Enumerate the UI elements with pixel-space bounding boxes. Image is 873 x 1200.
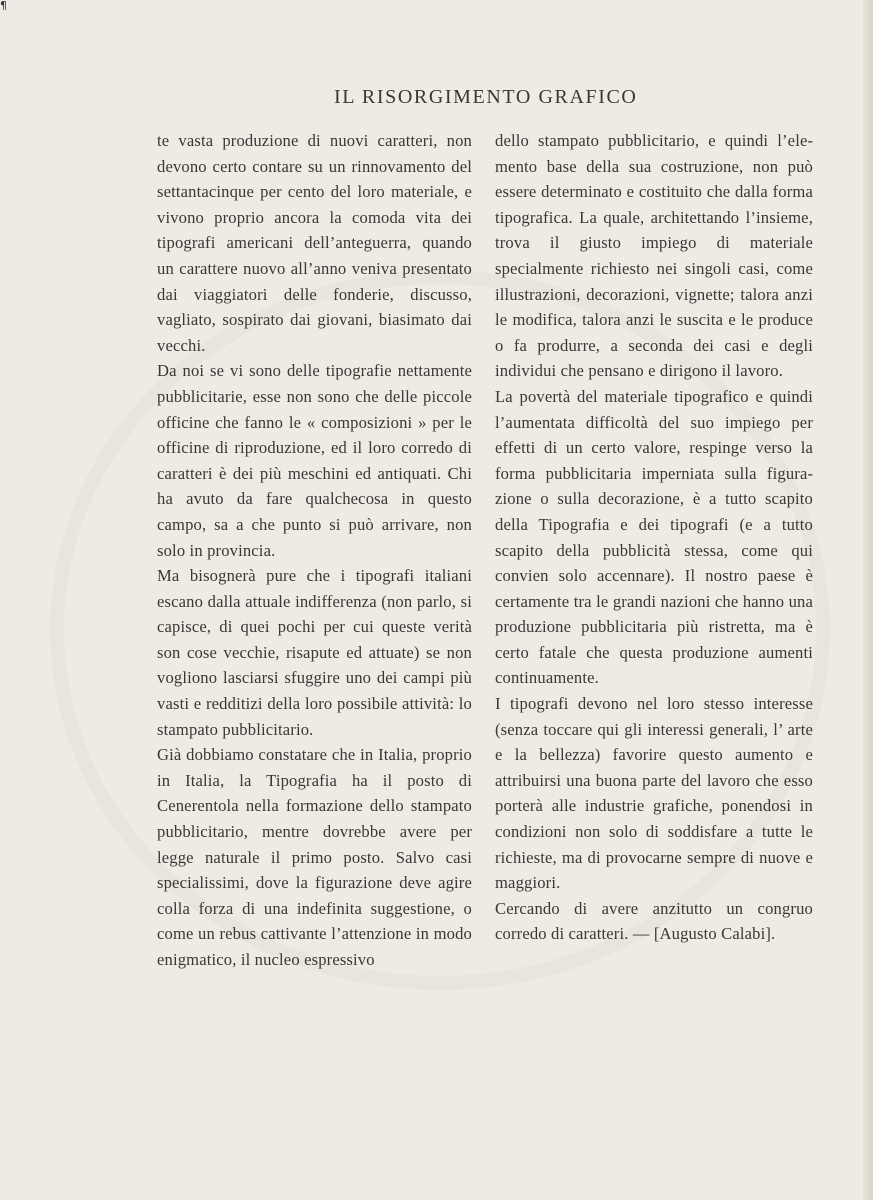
paragraph: dello stampato pubblicitario, e quindi l’elemento base della sua costruzione, non può essere determinato e costituito che dalla forma tipografica. La quale, architettando l’insieme, trova il giusto impiego di materiale specialmente richiesto nei singoli casi, come illustrazioni, decorazioni, vignette; talora anzi le modifica, talora anzi le suscita e le produce o fa produrre, a seconda dei casi e degli individui che pensano e dirigono il lavoro. [495,131,813,381]
left-column [157,128,472,973]
paragraph: Da noi se vi sono delle tipografie nettamente pubblicitarie, esse non sono che delle piccole officine che fanno le « composizioni » per le officine di riproduzione, ed il loro corredo di caratteri è dei più meschini ed antiquati. Chi ha avuto da fare qualchecosa in questo campo, sa a che punto si può arrivare, non solo in provincia. [157,361,472,560]
paragraph: Già dobbiamo constatare che in Italia, proprio in Italia, la Tipografia ha il posto di Cenerentola nella formazione dello stampato pubblicitario, mentre dovrebbe avere per legge naturale il primo posto. Salvo casi specialissimi, dove la figurazione deve agire colla forza di una indefinita suggestione, o come un rebus cattivante l’attenzione in modo enigmatico, il nucleo espressivo [157,745,472,969]
page-edge [863,0,873,1200]
paragraph: Ma bisognerà pure che i tipografi italiani escano dalla attuale indifferenza (non parlo, si capisce, di quei pochi per cui queste verità son cose vecchie, risapute ed attuate) se non vogliono lasciarsi sfuggire uno dei campi più vasti e redditizi della loro possibile attività: lo stampato pubblicitario. [157,566,472,739]
paragraph: te vasta produzione di nuovi caratteri, non devono certo contare su un rinnovamento del settantacinque per cento del loro materiale, e vivono proprio ancora la comoda vita dei tipografi americani dell’anteguerra, quando un carattere nuovo all’anno veniva presentato dai viaggiatori delle fonderie, discusso, vagliato, sospirato dai giovani, biasimato dai vecchi. [157,131,472,355]
corner-mark: ¶ [0,0,7,12]
right-column [495,128,813,947]
paragraph: La povertà del materiale tipografico e quindi l’aumentata difficoltà del suo impiego per effetti di un certo valore, respinge verso la forma pubblicitaria imperniata sulla figurazione o sulla decorazione, è a tutto scapito della Tipografia e dei tipografi (e a tutto scapito della pubblicità stessa, come qui convien solo accennare). Il nostro paese è certamente tra le grandi nazioni che hanno una produzione pubblicitaria più ristretta, ma è certo fatale che questa produzione aumenti continuamente. [495,386,813,688]
paragraph: Cercando di avere anzitutto un congruo corredo di caratteri. — [Augusto Calabi]. [495,898,813,944]
running-title: IL RISORGIMENTO GRAFICO [334,86,638,108]
paragraph: I tipografi devono nel loro stesso interesse (senza toccare qui gli interessi generali, l’ arte e la bellezza) favorire questo aumento e attribuirsi una buona parte del lavoro che esso porterà alle industrie grafiche, ponendosi in condizioni non solo di soddisfare a tutte le richieste, ma di provocarne sempre di nuove e maggiori. [495,694,813,893]
